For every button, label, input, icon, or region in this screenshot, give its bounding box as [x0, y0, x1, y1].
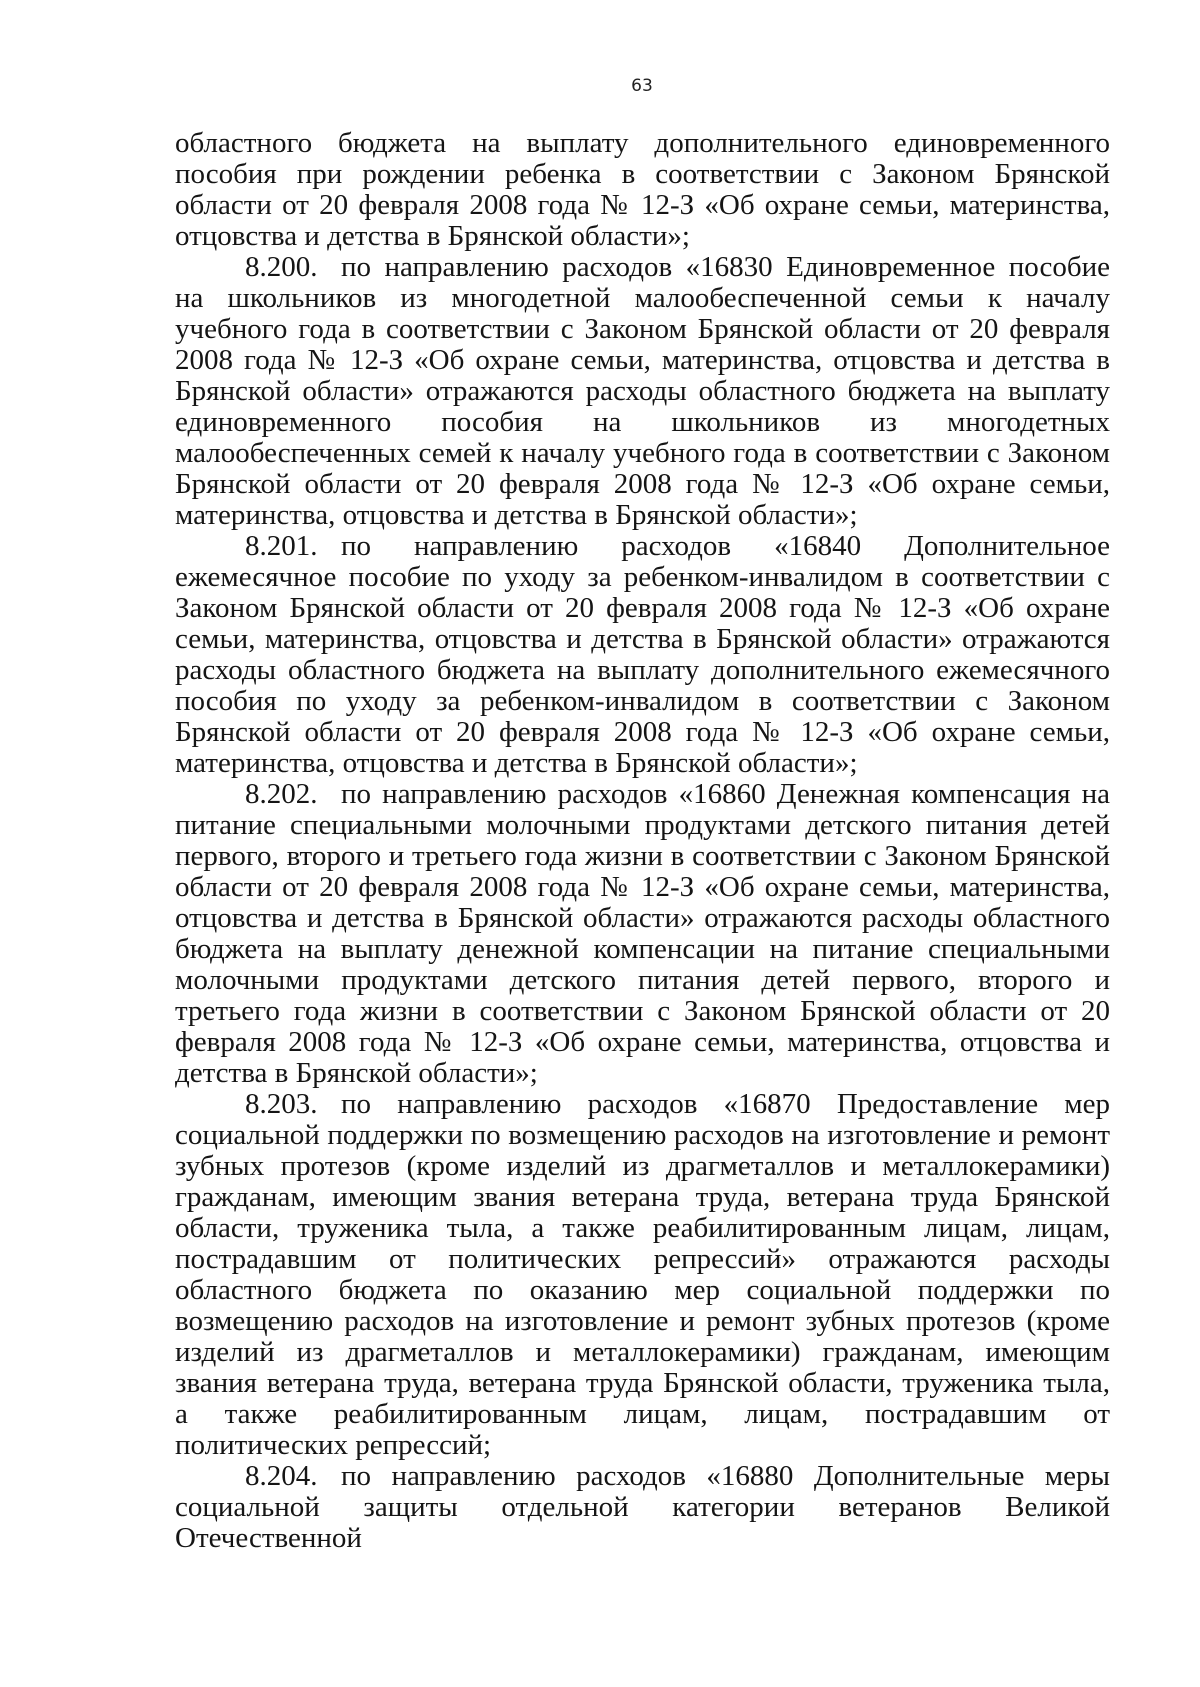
paragraph-number: 8.201. [245, 530, 318, 562]
paragraph-text: областного бюджета на выплату дополнительного единовременного пособия при рождении ребенка в соответствии с Законом Брянской области от 20 февраля 2008 года № 12-З «Об охране семьи, материнства, отцовства и детства в Брянской области»; [175, 127, 1110, 252]
paragraph-8-203 [175, 1089, 1110, 1461]
paragraph-text: по направлению расходов «16830 Единовременное пособие на школьников из многодетной малообеспеченной семьи к началу учебного года в соответствии с Законом Брянской области от 20 февраля 2008 года № 12-З «Об охране семьи, материнства, отцовства и детства в Брянской области» отражаются расходы областного бюджета на выплату единовременного пособия на школьников из многодетных малообеспеченных семей к началу учебного года в соответствии с Законом Брянской области от 20 февраля 2008 года № 12-З «Об охране семьи, материнства, отцовства и детства в Брянской области»; [175, 251, 1110, 531]
paragraph-8-201 [175, 531, 1110, 779]
document-body [175, 128, 1110, 1554]
paragraph-text: по направлению расходов «16880 Дополнительные меры социальной защиты отдельной категории ветеранов Великой Отечественной [175, 1460, 1110, 1554]
paragraph-8-202 [175, 779, 1110, 1089]
paragraph-8-200 [175, 252, 1110, 531]
paragraph-text: по направлению расходов «16840 Дополнительное ежемесячное пособие по уходу за ребенком-инвалидом в соответствии с Законом Брянской области от 20 февраля 2008 года № 12-З «Об охране семьи, материнства, отцовства и детства в Брянской области» отражаются расходы областного бюджета на выплату дополнительного ежемесячного пособия по уходу за ребенком-инвалидом в соответствии с Законом Брянской области от 20 февраля 2008 года № 12-З «Об охране семьи, материнства, отцовства и детства в Брянской области»; [175, 530, 1110, 779]
paragraph-number: 8.200. [245, 251, 318, 283]
paragraph-8-204 [175, 1461, 1110, 1554]
paragraph-text: по направлению расходов «16860 Денежная компенсация на питание специальными молочными продуктами детского питания детей первого, второго и третьего года жизни в соответствии с Законом Брянской области от 20 февраля 2008 года № 12-З «Об охране семьи, материнства, отцовства и детства в Брянской области» отражаются расходы областного бюджета на выплату денежной компенсации на питание специальными молочными продуктами детского питания детей первого, второго и третьего года жизни в соответствии с Законом Брянской области от 20 февраля 2008 года № 12-З «Об охране семьи, материнства, отцовства и детства в Брянской области»; [175, 778, 1110, 1089]
page-number: 63 [631, 76, 653, 96]
paragraph-number: 8.202. [245, 778, 318, 810]
paragraph-text: по направлению расходов «16870 Предоставление мер социальной поддержки по возмещению расходов на изготовление и ремонт зубных протезов (кроме изделий из драгметаллов и металлокерамики) гражданам, имеющим звания ветерана труда, ветерана труда Брянской области, труженика тыла, а также реабилитированным лицам, лицам, пострадавшим от политических репрессий» отражаются расходы областного бюджета по оказанию мер социальной поддержки по возмещению расходов на изготовление и ремонт зубных протезов (кроме изделий из драгметаллов и металлокерамики) гражданам, имеющим звания ветерана труда, ветерана труда Брянской области, труженика тыла, а также реабилитированным лицам, лицам, пострадавшим от политических репрессий; [175, 1088, 1110, 1461]
paragraph-number: 8.204. [245, 1460, 318, 1492]
paragraph-number: 8.203. [245, 1088, 318, 1120]
paragraph-continuation [175, 128, 1110, 252]
